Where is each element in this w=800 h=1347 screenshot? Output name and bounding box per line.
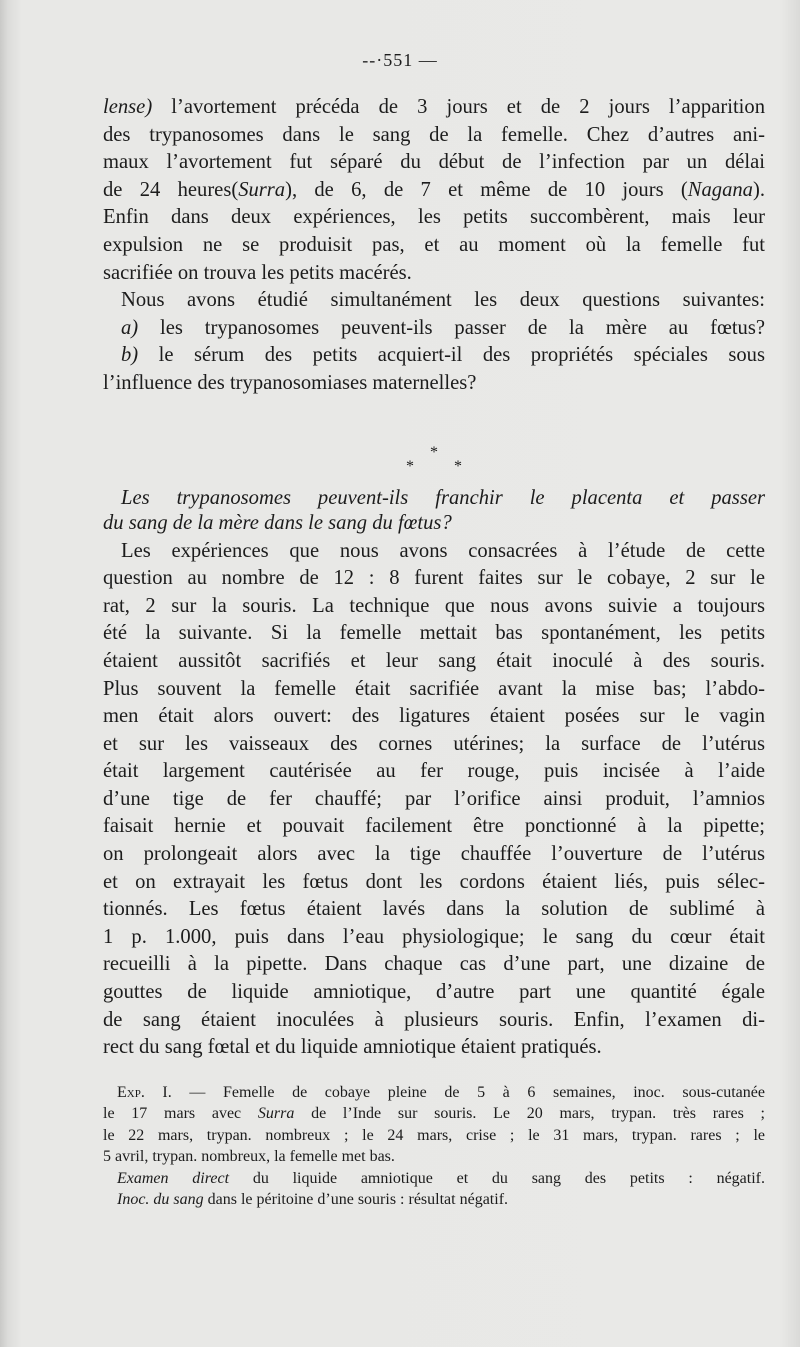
text-line: recueilli à la pipette. Dans chaque cas d’une part, une dizaine de — [103, 953, 765, 976]
text-line: d’une tige de fer chauffé; par l’orifice ainsi produit, l’amnios — [103, 787, 765, 810]
experiment-note — [103, 1082, 765, 1211]
result-label: Examen direct — [117, 1169, 230, 1187]
text-line: été la suivante. Si la femelle mettait bas spontanément, les petits — [103, 622, 765, 645]
text-line: rat, 2 sur la souris. La technique que nous avons suivie a toujours — [103, 594, 765, 617]
heading-line: du sang de la mère dans le sang du fœtus? — [103, 511, 452, 534]
text-line: a) les trypanosomes peuvent-ils passer de la mère au fœtus? — [121, 316, 765, 339]
text-line: question au nombre de 12 : 8 furent faites sur le cobaye, 2 sur le — [103, 567, 765, 590]
text-line: de sang étaient inoculées à plusieurs souris. Enfin, l’examen di- — [103, 1008, 765, 1031]
text-line: de 24 heures(Surra), de 6, de 7 et même de 10 jours (Nagana). — [103, 178, 765, 201]
italic-word: lense) — [103, 96, 153, 118]
text-line: Les expériences que nous avons consacrées à l’étude de cette — [121, 539, 765, 562]
page-number: --·551 — — [362, 50, 438, 70]
text-body — [103, 94, 765, 1211]
paragraph-3 — [103, 538, 765, 1062]
text-line: des trypanosomes dans le sang de la femelle. Chez d’autres ani- — [103, 123, 765, 146]
text-line: tionnés. Les fœtus étaient lavés dans la solution de sublimé à — [103, 898, 765, 921]
note-line: Exp. I. — Femelle de cobaye pleine de 5 à 6 semaines, inoc. sous-cutanée — [117, 1083, 765, 1101]
section-separator: * * * — [406, 443, 480, 475]
text-line: lense) l’avortement précéda de 3 jours et de 2 jours l’apparition — [103, 96, 765, 118]
text-line: b) le sérum des petits acquiert-il des propriétés spéciales sous — [121, 344, 765, 367]
paragraph-2 — [103, 287, 765, 397]
note-line: Inoc. du sang dans le péritoine d’une souris : résultat négatif. — [117, 1191, 509, 1209]
note-line: le 17 mars avec Surra de l’Inde sur souris. Le 20 mars, trypan. très rares ; — [103, 1105, 765, 1123]
text-line: étaient aussitôt sacrifiés et leur sang était inoculé à des souris. — [103, 649, 765, 672]
text-line: maux l’avortement fut séparé du début de l’infection par un délai — [103, 151, 765, 174]
result-label: Inoc. du sang — [117, 1191, 204, 1209]
text-line: et sur les vaisseaux des cornes utérines; la surface de l’utérus — [103, 732, 765, 755]
note-line: Examen direct du liquide amniotique et du sang des petits : négatif. — [117, 1169, 766, 1187]
experiment-label: Exp. I. — [117, 1083, 172, 1101]
text-line: Enfin dans deux expériences, les petits succombèrent, mais leur — [103, 206, 765, 229]
text-line: rect du sang fœtal et du liquide amniotique étaient pratiqués. — [103, 1036, 602, 1059]
text-line: faisait hernie et pouvait facilement être ponctionné à la pipette; — [103, 815, 765, 838]
text-line: expulsion ne se produisit pas, et au moment où la femelle fut — [103, 233, 765, 256]
text-line: 1 p. 1.000, puis dans l’eau physiologique; le sang du cœur était — [103, 925, 765, 948]
text-line: l’influence des trypanosomiases maternelles? — [103, 371, 477, 394]
text-line: sacrifiée on trouva les petits macérés. — [103, 261, 412, 284]
heading-line: Les trypanosomes peuvent-ils franchir le placenta et passer — [121, 486, 765, 509]
text-line: gouttes de liquide amniotique, d’autre part une quantité égale — [103, 981, 765, 1004]
note-line: le 22 mars, trypan. nombreux ; le 24 mars, crise ; le 31 mars, trypan. rares ; le — [103, 1126, 765, 1144]
note-line: 5 avril, trypan. nombreux, la femelle met bas. — [103, 1148, 395, 1166]
section-heading — [103, 486, 765, 536]
text-line: Plus souvent la femelle était sacrifiée avant la mise bas; l’abdo- — [103, 677, 765, 700]
text-line: Nous avons étudié simultanément les deux questions suivantes: — [121, 289, 765, 312]
paragraph-1 — [103, 94, 765, 287]
text-line: on prolongeait alors avec la tige chauffée l’ouverture de l’utérus — [103, 843, 765, 866]
text-line: men était alors ouvert: des ligatures étaient posées sur le vagin — [103, 705, 765, 728]
text-line: et on extrayait les fœtus dont les cordons étaient liés, puis sélec- — [103, 870, 765, 893]
text-line: était largement cautérisée au fer rouge, puis incisée à l’aide — [103, 760, 765, 783]
